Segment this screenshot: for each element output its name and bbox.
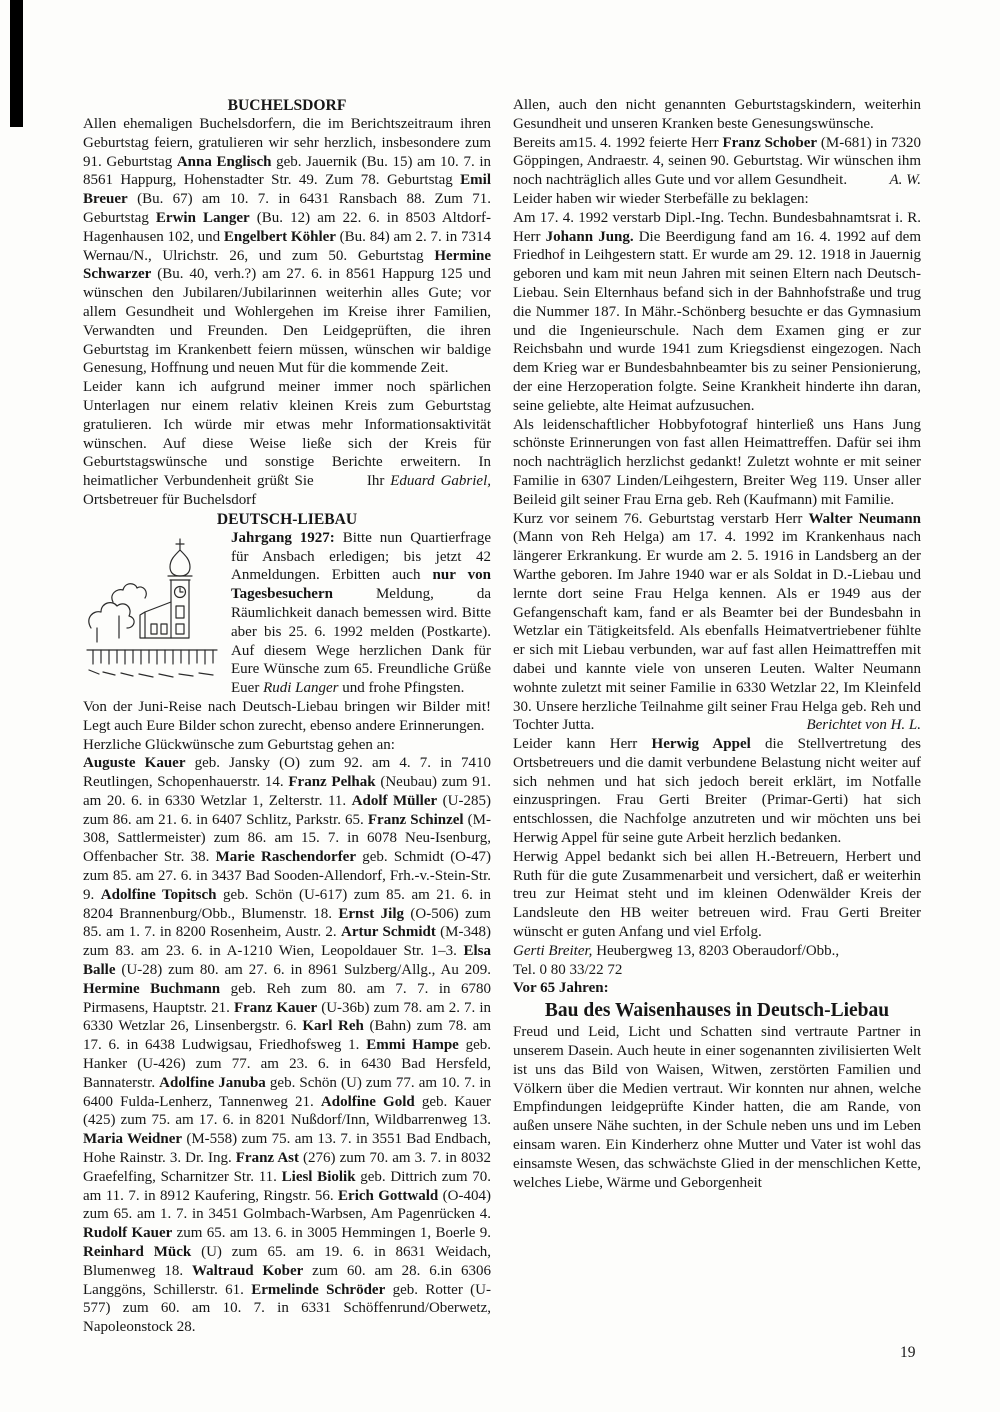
church-illustration <box>83 532 221 688</box>
greetings-to-all-paragraph: Allen, auch den nicht genannten Geburtstagskindern, weiterhin Gesundheit und unseren Kranken beste Genesungswünsche. <box>513 97 921 132</box>
gerti-breiter-phone: Tel. 0 80 33/22 72 <box>513 961 623 978</box>
left-column <box>83 96 491 1337</box>
section-title-buchelsdorf: BUCHELSDORF <box>227 97 347 114</box>
obituary-johann-jung-paragraph-2: Als leidenschaftlicher Hobbyfotograf hinterließ uns Hans Jung schönste Erinnerungen von fast allen Heimattreffen. Dafür sei ihm noch nachträglich herzlichst gedankt! Zuletzt wohnte er mit seiner Familie in 6307 Linden/Leihgestern, Breiter Weg 119. Unser aller Beileid gilt seiner Frau Erna geb. Reh (Kaufmann) mit Familie. <box>513 416 921 508</box>
buchelsdorf-closing-paragraph: Leider kann ich aufgrund meiner immer noch spärlichen Unterlagen nur einem relativ kleinen Kreis zum Geburtstag gratulieren. Ich würde mir etwas mehr Informationsaktivität wünschen. Auf diese Weise ließe sich der Kreis für Geburtstagswünsche und sonstige Berichte erweitern. In heimatlicher Verbundenheit grüßt Sie Ihr Eduard Gabriel, Ortsbetreuer für Buchelsdorf <box>83 379 491 508</box>
waisenhaus-article-paragraph: Freud und Leid, Licht und Schatten sind vertraute Partner in unserem Dasein. Auch heute in einer sogenannten zivilisierten Welt ist uns das Bild von Waisen, Witwen, zerstörten Familien und Völkern über die Medien vertraut. Wir konnten nur ahnen, welche Empfindungen leidgeprüfte Kinder hatten, die am Rande, von außen unsere Nähe suchten, in der Schule neben uns und im Leben einsam waren. Ein Kinderherz ohne Mutter und Vater ist wohl das einsamste Wesen, das schwächste Glied in der menschlichen Kette, welches Liebe, Wärme und Geborgenheit <box>513 1024 921 1191</box>
two-column-layout <box>83 96 921 1337</box>
waisenhaus-article-title: Bau des Waisenhauses in Deutsch-Liebau <box>544 1000 890 1022</box>
obituary-intro: Leider haben wir wieder Sterbefälle zu beklagen: <box>513 190 809 207</box>
herwig-appel-paragraph: Leider kann Herr Herwig Appel die Stellvertretung des Ortsbetreuers und die damit verbundene Belastung nicht weiter auf sich nehmen und hat sich jedoch bereit erklärt, im Notfalle einzuspringen. Frau Gerti Breiter (Primar-Gerti) hat sich entschlossen, die Nachfolge anzutreten und wir möchten uns bei Herwig Appel für seine gute Arbeit herzlich bedanken. <box>513 736 921 847</box>
schober-birthday-paragraph: Bereits am15. 4. 1992 feierte Herr Franz Schober (M-681) in 7320 Göppingen, Andraestr. 4, seinen 90. Geburtstag. Wir wünschen ihm noch nachträglich alles Gute und vor allem Gesundheit. A. W. <box>513 134 922 189</box>
buchelsdorf-birthday-paragraph: Allen ehemaligen Buchelsdorfern, die im Berichtszeitraum ihren Geburtstag feiern, gratulieren wir sehr herzlich, insbesondere zum 91. Geburtstag Anna Englisch geb. Jauernik (Bu. 15) am 10. 7. in 8561 Happurg, Hohenstadter Str. 49. Zum 78. Geburtstag Emil Breuer (Bu. 67) am 10. 7. in 6431 Ransbach 88. Zum 71. Geburtstag Erwin Langer (Bu. 12) am 22. 6. in 8503 Altdorf-Hagenhausen 102, und Engelbert Köhler (Bu. 84) am 2. 7. in 7314 Wernau/N., Ulrichstr. 26, und zum 50. Geburtstag Hermine Schwarzer (Bu. 40, verh.?) am 27. 6. in 8561 Happurg 125 und wünschen den Jubilaren/Jubilarinnen weiterhin alles Gute; vor allem Gesundheit und Wohlergehen im Kreise ihrer Familien, Verwandten und Freunden. Den Leidgeprüften, die ihren Geburtstag im Krankenbett feiern müssen, wünschen wir baldige Genesung, Hoffnung und neuen Mut für die kommende Zeit. <box>83 116 491 377</box>
obituary-walter-neumann-paragraph: Kurz vor seinem 76. Geburtstag verstarb Herr Walter Neumann (Mann von Reh Helga) am 17. 4. 1992 im Krankenhaus nach längerer Erkrankung. Er wurde am 2. 5. 1916 in Landsberg an der Warthe geboren. Im Jahre 1940 war er als Soldat in D.-Liebau und lernte dort seine Frau Helga kennen. Als er 1949 aus der Gefangenschaft kam, fand er als Beamter bei der Bundesbahn in Wetzlar ein Tätigkeitsfeld. Als ebenfalls Heimatvertriebener fühlte er sich mit Liebau verbunden, war auf fast allen Heimattreffen mit dabei und kannte viele von unseren Leuten. Walter Neumann wohnte zuletzt mit seiner Familie in 6330 Wetzlar 22, Im Kleinfeld 30. Unsere herzliche Teilnahme gilt seiner Frau Helga geb. Reh und Tochter Jutta. Berichtet von H. L. <box>513 510 921 734</box>
print-registration-mark <box>10 0 23 127</box>
obituary-johann-jung-paragraph: Am 17. 4. 1992 verstarb Dipl.-Ing. Techn. Bundesbahnamtsrat i. R. Herr Johann Jung. Die Beerdigung fand am 16. 4. 1992 auf dem Friedhof in Leihgestern statt. Er wurde am 29. 12. 1918 in Jauernig geboren und kam mit neun Jahren mit seinen Eltern nach Deutsch-Liebau. Sein Elternhaus befand sich in der Bahnhofstraße und trug die Nummer 187. In Mähr.-Schönberg besuchte er das Gymnasium und die Ingenieurschule. Nach dem Examen ging er zur Reichsbahn und wurde 1941 zum Kriegsdienst eingezogen. Nach dem Krieg war er Bundesbahnbeamter bis zu seiner Pensionierung, der eine Herzoperation folgte. Seine Krankheit hinderte ihn daran, seine geliebte, alte Heimat aufzusuchen. <box>513 209 921 414</box>
right-column <box>513 96 921 1337</box>
gerti-breiter-address: Gerti Breiter, Heubergweg 13, 8203 Oberaudorf/Obb., <box>513 942 840 959</box>
birthday-list-paragraph: Auguste Kauer geb. Jansky (O) zum 92. am 4. 7. in 7410 Reutlingen, Schopenhauerstr. 14. Franz Pelhak (Neubau) zum 91. am 20. 6. in 6330 Wetzlar 1, Zelterstr. 11. Adolf Müller (U-285) zum 86. am 21. 6. in 6407 Schlitz, Parkstr. 65. Franz Schinzel (M-308, Sattlermeister) zum 86. am 15. 7. in 6078 Neu-Isenburg, Offenbacher Str. 38. Marie Raschendorfer geb. Schmidt (O-47) zum 85. am 27. 6. in 3437 Bad Sooden-Allendorf, Frh.-v.-Stein-Str. 9. Adolfine Topitsch geb. Schön (U-617) zum 85. am 21. 6. in 8204 Brannenburg/Obb., Blumenstr. 18. Ernst Jilg (O-506) zum 85. am 1. 7. in 8200 Rosenheim, Austr. 2. Artur Schmidt (M-348) zum 83. am 23. 6. in A-1210 Wien, Leopoldauer Str. 1–3. Elsa Balle (U-28) zum 80. am 27. 6. in 8961 Sulzberg/Allg., Au 209. Hermine Buchmann geb. Reh zum 80. am 7. 7. in 6780 Pirmasens, Hauptstr. 21. Franz Kauer (U-36b) zum 78. am 2. 7. in 6330 Wetzlar 26, Linsenbergstr. 6. Karl Reh (Bahn) zum 78. am 17. 6. in 6438 Ludwigsau, Friedhofsweg 1. Emmi Hampe geb. Hanker (U-426) zum 77. am 23. 6. in 6430 Bad Hersfeld, Bannaterstr. Adolfine Januba geb. Schön (U) zum 77. am 10. 7. in 6400 Fulda-Lenherz, Tannenweg 21. Adolfine Gold geb. Kauer (425) zum 75. am 17. 6. in 8201 Nußdorf/Inn, Wildbarrenweg 13. Maria Weidner (M-558) zum 75. am 13. 7. in 3551 Bad Endbach, Hohe Rainstr. 3. Dr. Ing. Franz Ast (276) zum 70. am 3. 7. in 8032 Graefelfing, Scharnitzer Str. 11. Liesl Biolik geb. Dittrich zum 70. am 11. 7. in 8912 Kaufering, Ringstr. 56. Erich Gottwald (O-404) zum 65. am 1. 7. in 3451 Golmbach-Warbsen, Am Pagenrücken 4. Rudolf Kauer zum 65. am 13. 6. in 3005 Hemmingen 1, Boerle 9. Reinhard Mück (U) zum 65. am 19. 6. in 8631 Weidach, Blumenweg 18. Waltraud Kober zum 60. am 28. 6.in 6306 Langgöns, Schillerstr. 61. Ermelinde Schröder geb. Rotter (U-577) zum 60. am 10. 7. in 6331 Schöffenrund/Oberwetz, Napoleonstock 28. <box>83 755 492 1336</box>
page-number: 19 <box>900 1344 916 1361</box>
herwig-appel-paragraph-2: Herwig Appel bedankt sich bei allen H.-Betreuern, Herbert und Ruth für die gute Zusammenarbeit und versichert, daß er weiterhin treu zur Heimat steht und im kleinen Odenwälder Kreis der Landsleute den HB weiter betreuen wird. Frau Gerti Breiter wünscht er guten Anfang und viel Erfolg. <box>513 848 921 941</box>
liebau-jahrgang-paragraph: Jahrgang 1927: Bitte nun Quartierfrage für Ansbach erledigen; bis jetzt 42 Anmeldungen. Erbitten auch nur von Tagesbesuchern Meldung, da Räumlichkeit danach bemessen wird. Bitte aber bis 25. 6. 1992 melden (Postkarte). Auf diesem Wege herzlichen Dank für Eure Wünsche zum 65. Freundliche Grüße Euer Rudi Langer und frohe Pfingsten. <box>231 529 491 697</box>
vor-65-jahren-label: Vor 65 Jahren: <box>513 980 609 997</box>
liebau-juni-reise-paragraph: Von der Juni-Reise nach Deutsch-Liebau bringen wir Bilder mit! Legt auch Eure Bilder schon zurecht, ebenso andere Erinnerungen. <box>83 698 491 734</box>
section-title-deutsch-liebau: DEUTSCH-LIEBAU <box>216 510 358 528</box>
birthday-greetings-intro: Herzliche Glückwünsche zum Geburtstag gehen an: <box>83 736 395 753</box>
